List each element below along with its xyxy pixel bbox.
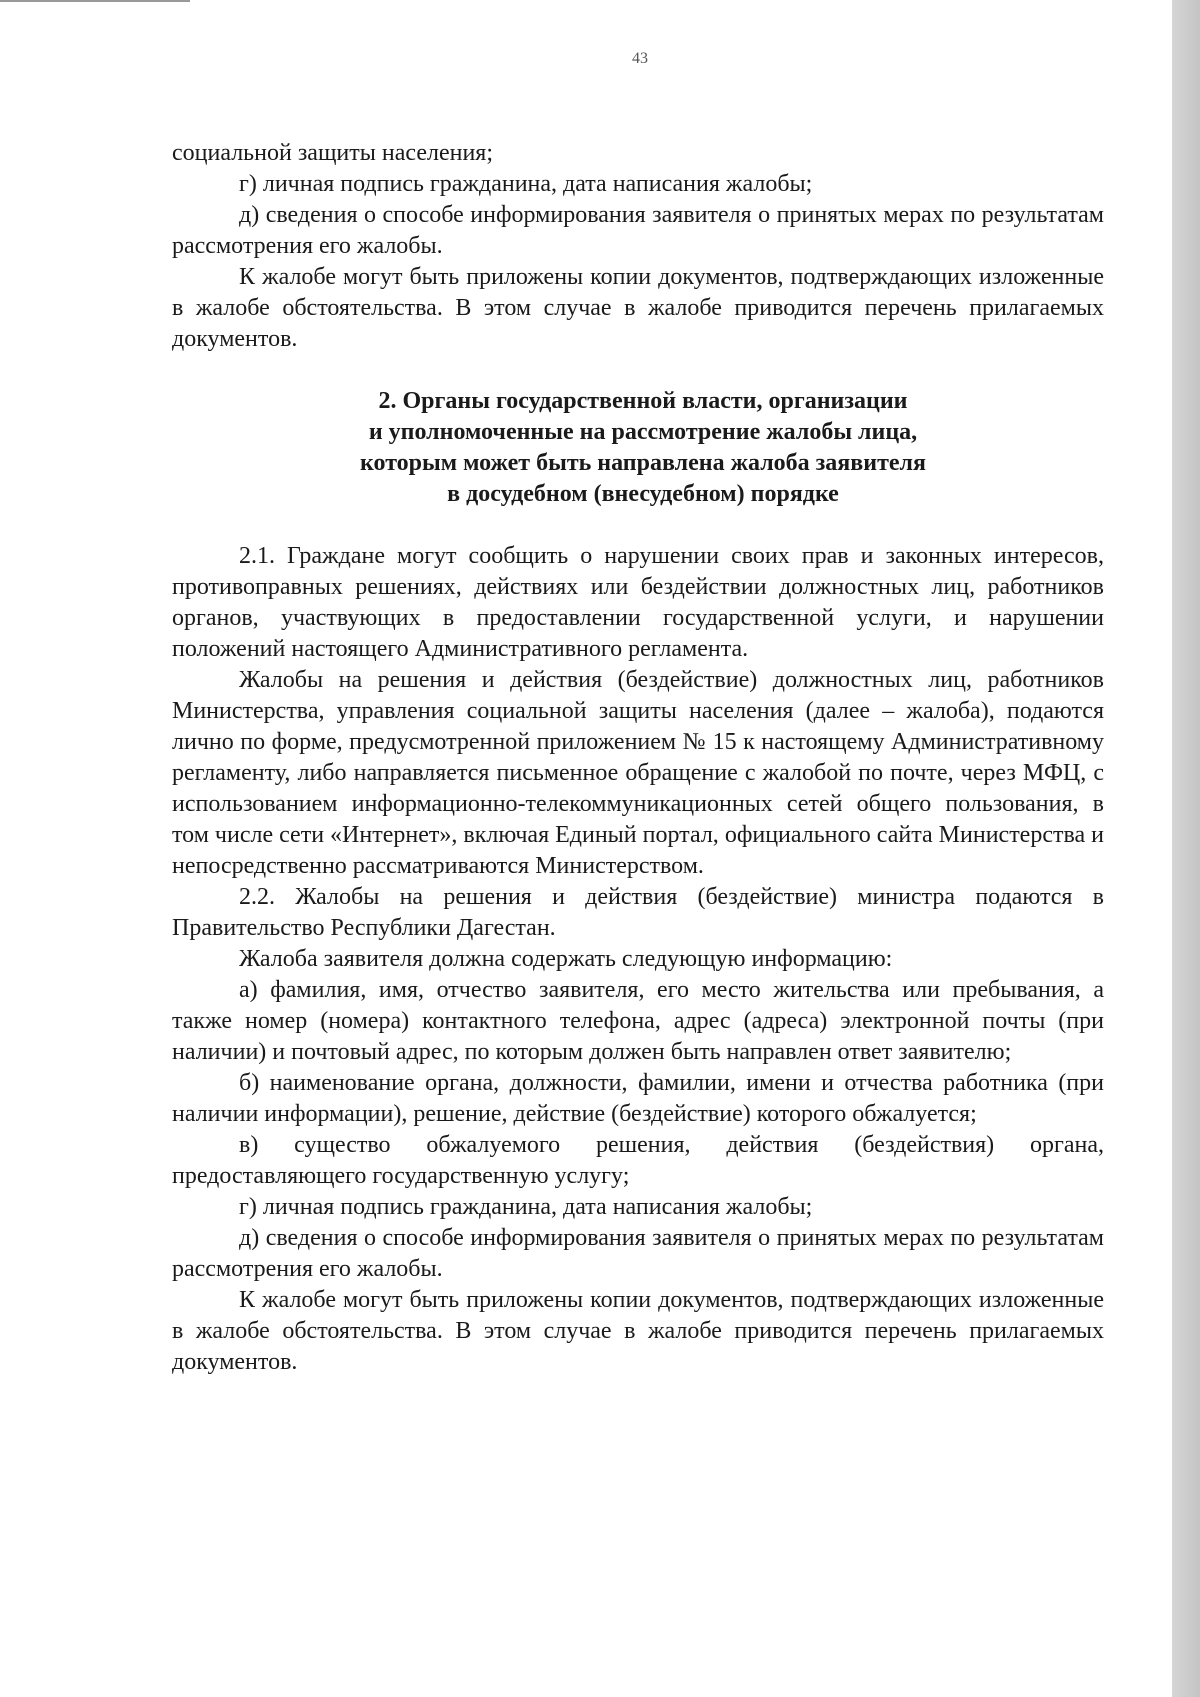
page-number: 43	[632, 50, 648, 67]
heading-line: и уполномоченные на рассмотрение жалобы лица,	[368, 419, 918, 445]
paragraph: Жалоба заявителя должна содержать следующую информацию:	[239, 946, 893, 972]
heading-line: которым может быть направлена жалоба заявителя	[360, 450, 926, 476]
heading-line: в досудебном (внесудебном) порядке	[447, 481, 839, 507]
paragraph: а) фамилия, имя, отчество заявителя, его место жительства или пребывания, а также номер (номера) контактного телефона, адрес (адреса) электронной почты (при наличии) и почтовый адрес, по которым должен быть направлен ответ заявителю;	[172, 977, 1104, 1065]
paragraph: б) наименование органа, должности, фамилии, имени и отчества работника (при наличии информации), решение, действие (бездействие) которого обжалуется;	[172, 1070, 1104, 1127]
paragraph: К жалобе могут быть приложены копии документов, подтверждающих изложенные в жалобе обстоятельства. В этом случае в жалобе приводится перечень прилагаемых документов.	[172, 264, 1104, 352]
paragraph: Жалобы на решения и действия (бездействие) должностных лиц, работников Министерства, управления социальной защиты населения (далее – жалоба), подаются лично по форме, предусмотренной приложением № 15 к настоящему Административному регламенту, либо направляется письменное обращение с жалобой по почте, через МФЦ, с использованием информационно-телекоммуникационных сетей общего пользования, в том числе сети «Интернет», включая Единый портал, официального сайта Министерства и непосредственно рассматриваются Министерством.	[172, 667, 1104, 879]
document-body	[172, 138, 1104, 1378]
scan-edge-mark	[0, 0, 190, 2]
paragraph: д) сведения о способе информирования заявителя о принятых мерах по результатам рассмотрения его жалобы.	[172, 1225, 1104, 1282]
paragraph: г) личная подпись гражданина, дата написания жалобы;	[239, 171, 813, 197]
section-heading	[172, 386, 1104, 510]
paragraph: 2.2. Жалобы на решения и действия (бездействие) министра подаются в Правительство Республики Дагестан.	[172, 884, 1104, 941]
heading-line: 2. Органы государственной власти, организации	[378, 388, 908, 414]
paragraph: г) личная подпись гражданина, дата написания жалобы;	[239, 1194, 813, 1220]
paragraph: 2.1. Граждане могут сообщить о нарушении своих прав и законных интересов, противоправных решениях, действиях или бездействии должностных лиц, работников органов, участвующих в предоставлении государственной услуги, и нарушении положений настоящего Административного регламента.	[172, 543, 1104, 662]
paragraph: д) сведения о способе информирования заявителя о принятых мерах по результатам рассмотрения его жалобы.	[172, 202, 1104, 259]
paragraph: в) существо обжалуемого решения, действия (бездействия) органа, предоставляющего государственную услугу;	[172, 1132, 1104, 1189]
scan-shadow-edge	[1172, 0, 1200, 1697]
paragraph: социальной защиты населения;	[172, 140, 493, 166]
paragraph: К жалобе могут быть приложены копии документов, подтверждающих изложенные в жалобе обстоятельства. В этом случае в жалобе приводится перечень прилагаемых документов.	[172, 1287, 1104, 1375]
